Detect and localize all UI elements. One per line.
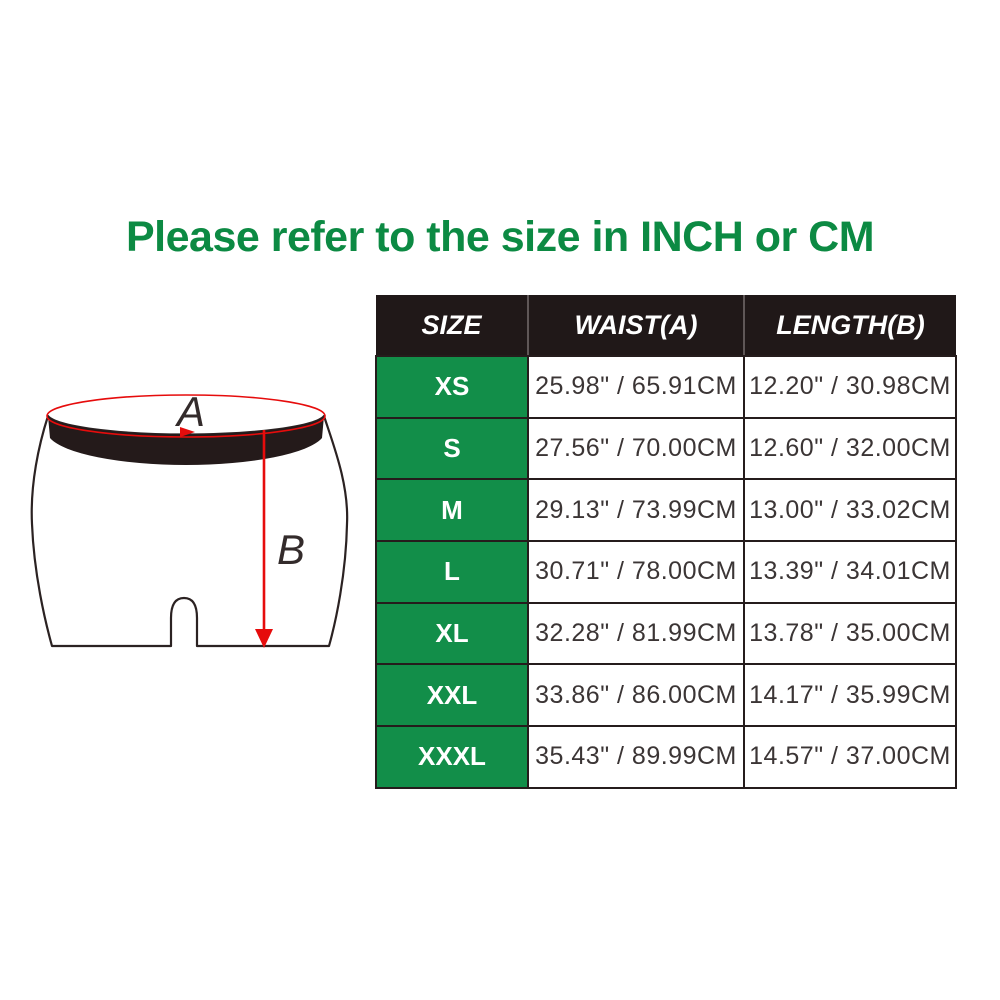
- length-cell: 13.00" / 33.02CM: [744, 479, 956, 541]
- length-label-b: B: [276, 526, 306, 573]
- size-cell: M: [376, 479, 528, 541]
- size-cell: L: [376, 541, 528, 603]
- length-cell: 14.17" / 35.99CM: [744, 664, 956, 726]
- col-header-size: SIZE: [376, 295, 528, 356]
- length-cell: 14.57" / 37.00CM: [744, 726, 956, 788]
- waist-cell: 32.28" / 81.99CM: [528, 603, 744, 665]
- length-cell: 13.78" / 35.00CM: [744, 603, 956, 665]
- waist-cell: 27.56" / 70.00CM: [528, 418, 744, 480]
- length-cell: 12.60" / 32.00CM: [744, 418, 956, 480]
- table-row: [376, 541, 956, 603]
- table-row: [376, 603, 956, 665]
- waist-cell: 29.13" / 73.99CM: [528, 479, 744, 541]
- col-header-length: LENGTH(B): [744, 295, 956, 356]
- size-cell: XS: [376, 356, 528, 418]
- table-row: [376, 418, 956, 480]
- length-cell: 13.39" / 34.01CM: [744, 541, 956, 603]
- shorts-illustration: [18, 384, 360, 694]
- table-row: [376, 726, 956, 788]
- size-cell: XL: [376, 603, 528, 665]
- size-cell: XXL: [376, 664, 528, 726]
- table-row: [376, 479, 956, 541]
- waist-cell: 25.98" / 65.91CM: [528, 356, 744, 418]
- size-cell: XXXL: [376, 726, 528, 788]
- waist-cell: 35.43" / 89.99CM: [528, 726, 744, 788]
- table-row: [376, 664, 956, 726]
- waist-cell: 30.71" / 78.00CM: [528, 541, 744, 603]
- waist-label-a: A: [176, 388, 206, 435]
- shorts-diagram: [18, 384, 360, 694]
- waist-cell: 33.86" / 86.00CM: [528, 664, 744, 726]
- col-header-waist: WAIST(A): [528, 295, 744, 356]
- table-row: [376, 356, 956, 418]
- length-cell: 12.20" / 30.98CM: [744, 356, 956, 418]
- size-cell: S: [376, 418, 528, 480]
- page-title: Please refer to the size in INCH or CM: [125, 213, 875, 261]
- size-table: [375, 295, 957, 789]
- table-header-row: [376, 295, 956, 356]
